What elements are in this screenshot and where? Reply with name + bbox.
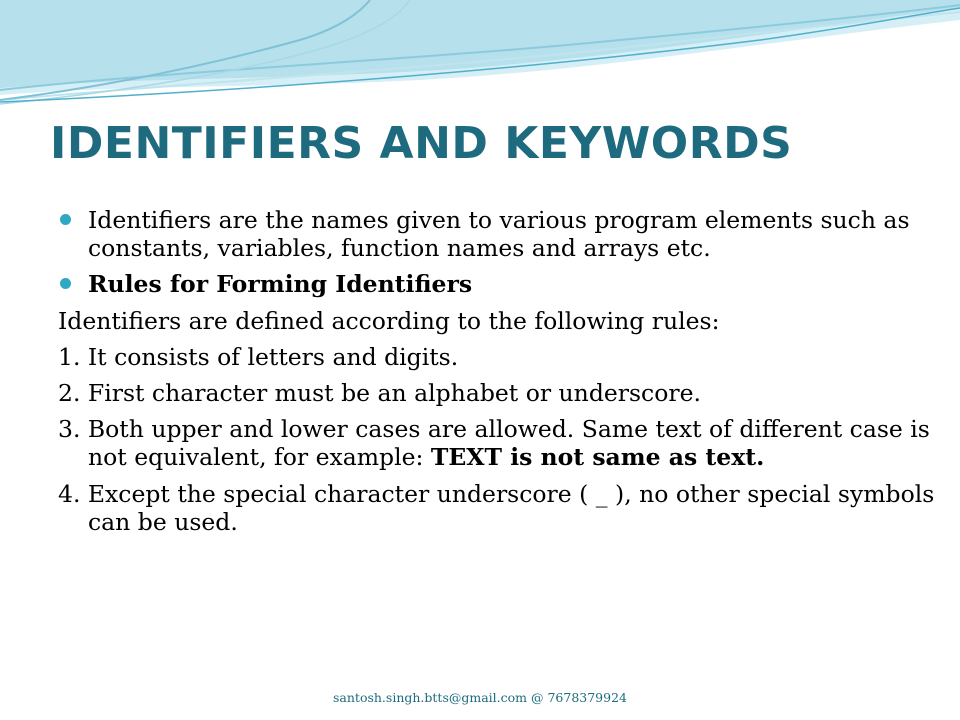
rule-4: 4. Except the special character underscore ( _ ), no other special symbols can be used.	[58, 479, 935, 536]
slide-content	[58, 206, 938, 544]
rule-2: 2. First character must be an alphabet or underscore.	[58, 378, 701, 407]
rule-3-text: 3. Both upper and lower cases are allowed. Same text of different case is not equivalent, for example:	[58, 415, 930, 472]
bullet-text: Identifiers are the names given to various program elements such as constants, variables, function names and arrays etc.	[88, 206, 910, 263]
header-wave-decoration	[0, 0, 960, 110]
rules-heading: Rules for Forming Identifiers	[88, 270, 473, 299]
slide-title: IDENTIFIERS AND KEYWORDS	[50, 118, 793, 169]
rule-3-bold-example: TEXT is not same as text.	[430, 443, 765, 472]
bullet-item-definition	[58, 206, 938, 262]
bullet-icon	[60, 214, 71, 225]
bullet-item-rules-heading	[58, 270, 938, 298]
rule-3	[58, 415, 938, 471]
bullet-icon	[60, 278, 71, 289]
rules-intro: Identifiers are defined according to the following rules:	[58, 306, 720, 335]
footer-contact: santosh.singh.btts@gmail.com @ 7678379924	[333, 690, 627, 705]
rule-1: 1. It consists of letters and digits.	[58, 342, 459, 371]
